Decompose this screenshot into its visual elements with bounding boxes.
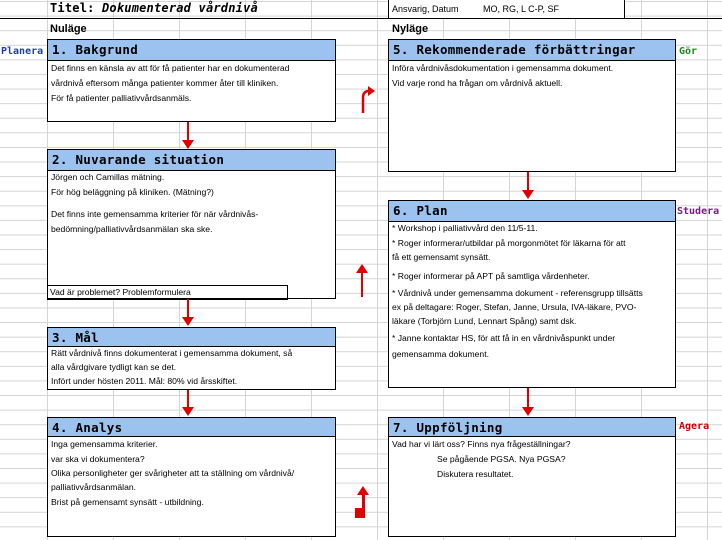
section-analys-title: 4. Analys [47, 417, 336, 437]
section-nuvarande-situation [47, 149, 336, 299]
section-bakgrund-line: Det finns en känsla av att för få patienter har en dokumenterad [51, 63, 290, 73]
header-divider [0, 18, 722, 19]
section-plan-line: ex på deltagare: Roger, Stefan, Janne, Ursula, IVA-läkare, PVO- [392, 302, 637, 312]
section-nuvarande-line: Det finns inte gemensamma kriterier för när vårdnivås- [51, 209, 259, 219]
responsible-value-cell [478, 0, 625, 18]
section-bakgrund [47, 39, 336, 122]
title-prefix: Titel: [50, 1, 95, 15]
section-nuvarande-line: För hög beläggning på kliniken. (Mätning?) [51, 187, 214, 197]
side-label-plan: Planera [1, 46, 44, 57]
section-rekommenderade-title: 5. Rekommenderade förbättringar [388, 39, 676, 61]
column-right-heading: Nyläge [392, 23, 429, 35]
section-mal-line: alla vårdgivare tydligt kan se det. [51, 362, 177, 372]
page-title [50, 1, 258, 15]
arrow-down-3-4 [180, 390, 196, 417]
section-uppfoljning-line: Se pågående PGSA. Nya PGSA? [437, 454, 566, 464]
responsible-value: MO, RG, L C-P, SF [483, 4, 560, 14]
section-plan-line: läkare (Torbjörn Lund, Lennart Spång) samt dsk. [392, 316, 577, 326]
section-rekommenderade-line: Införa vårdnivåsdokumentation i gemensamma dokument. [392, 63, 614, 73]
section-plan-line: * Roger informerar på APT på samtliga vårdenheter. [392, 271, 590, 281]
section-plan-line: * Roger informerar/utbildar på morgonmötet för läkarna för att [392, 238, 626, 248]
section-bakgrund-title: 1. Bakgrund [47, 39, 336, 61]
section-mal-line: Rätt vårdnivå finns dokumenterat i gemensamma dokument, så [51, 348, 293, 358]
section-uppfoljning-line: Vad har vi lärt oss? Finns nya frågeställningar? [392, 439, 571, 449]
section-plan-title: 6. Plan [388, 200, 676, 222]
section-bakgrund-line: vårdnivå eftersom många patienter kommer åter till kliniken. [51, 78, 279, 88]
section-plan-line: * Vårdnivå under gemensamma dokument - referensgrupp tillsätts [392, 288, 643, 298]
section-rekommenderade-forbattringar [388, 39, 676, 172]
section-mal [47, 327, 336, 390]
section-nuvarande-line: bedömning/palliativvårdsanmälan ska ske. [51, 224, 213, 234]
section-uppfoljning-title: 7. Uppföljning [388, 417, 676, 437]
arrow-down-6-7 [520, 388, 536, 417]
section-analys-line: palliativvårdsanmälan. [51, 482, 137, 492]
section-uppfoljning-line: Diskutera resultatet. [437, 469, 514, 479]
section-analys [47, 417, 336, 537]
section-analys-line: Brist på gemensamt synsätt - utbildning. [51, 497, 204, 507]
problem-formulation-cell[interactable]: Vad är problemet? Problemformulera [47, 285, 288, 300]
section-nuvarande-line: Jörgen och Camillas mätning. [51, 172, 165, 182]
title-value: Dokumenterad vårdnivå [102, 1, 258, 15]
side-label-act: Agera [679, 421, 710, 432]
section-uppfoljning [388, 417, 676, 537]
section-mal-title: 3. Mål [47, 327, 336, 347]
arrow-up-analys [352, 486, 370, 520]
section-mal-line: Infört under hösten 2011. Mål: 80% vid årsskiftet. [51, 376, 238, 386]
column-left-heading: Nuläge [50, 23, 87, 35]
responsible-label-cell [388, 0, 480, 18]
section-analys-line: Olika personligheter ger svårigheter att ta ställning om vårdnivå/ [51, 468, 295, 478]
side-label-do: Gör [679, 46, 698, 57]
arrow-down-2-3 [180, 299, 196, 327]
section-plan [388, 200, 676, 388]
section-analys-line: Inga gemensamma kriterier. [51, 439, 158, 449]
section-nuvarande-title: 2. Nuvarande situation [47, 149, 336, 171]
section-plan-line: gemensamma dokument. [392, 349, 489, 359]
section-plan-line: * Janne kontaktar HS, för att få in en vårdnivåspunkt under [392, 333, 616, 343]
section-plan-line: få ett gemensamt synsätt. [392, 252, 491, 262]
side-label-study: Studera [677, 206, 720, 217]
section-rekommenderade-line: Vid varje rond ha frågan om vårdnivå aktuell. [392, 78, 563, 88]
section-plan-line: * Workshop i palliativvård den 11/5-11. [392, 223, 538, 233]
arrow-up-plan [354, 264, 370, 298]
responsible-label: Ansvarig, Datum [392, 4, 459, 14]
arrow-down-5-6 [520, 172, 536, 200]
section-bakgrund-line: För få patienter palliativvårdsanmäls. [51, 93, 192, 103]
curved-arrow-up [357, 86, 377, 114]
arrow-down-1-2 [180, 122, 196, 150]
section-analys-line: var ska vi dokumentera? [51, 454, 145, 464]
